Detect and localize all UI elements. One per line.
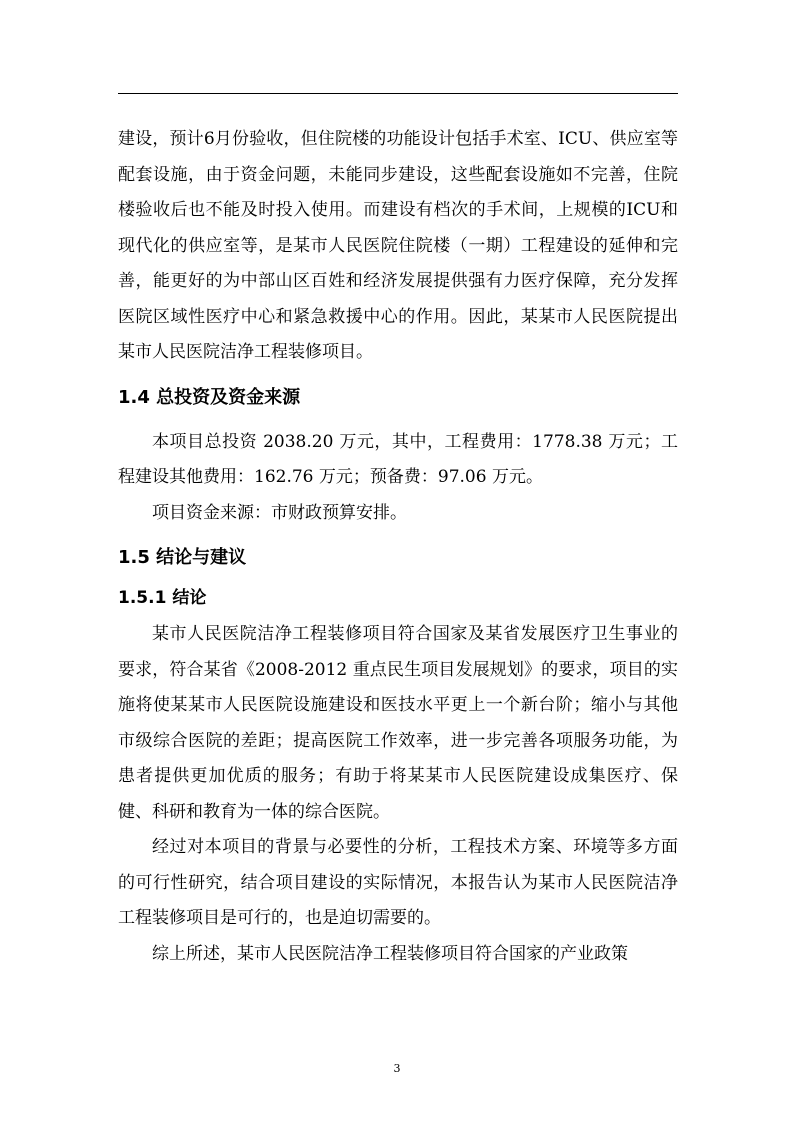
paragraph-conclusion-1: 某市人民医院洁净工程装修项目符合国家及某省发展医疗卫生事业的要求，符合某省《2008-2012 重点民生项目发展规划》的要求，项目的实施将使某某市人民医院设施建设和医技水平更上一个新台阶；缩小与其他市级综合医院的差距；提高医院工作效率，进一步完善各项服务功能，为患者提供更加优质的服务；有助于将某某市人民医院建设成集医疗、保健、科研和教育为一体的综合医院。 [118, 624, 678, 822]
paragraph-continuation: 建设，预计6月份验收，但住院楼的功能设计包括手术室、ICU、供应室等配套设施，由于资金问题，未能同步建设，这些配套设施如不完善，住院楼验收后也不能及时投入使用。而建设有档次的手术间，上规模的ICU和现代化的供应室等，是某市人民医院住院楼（一期）工程建设的延伸和完善，能更好的为中部山区百姓和经济发展提供强有力医疗保障，充分发挥医院区域性医疗中心和紧急救援中心的作用。因此，某某市人民医院提出某市人民医院洁净工程装修项目。 [118, 129, 678, 362]
section-heading-1-4: 1.4 总投资及资金来源 [118, 386, 301, 408]
paragraph-conclusion-3: 综上所述，某市人民医院洁净工程装修项目符合国家的产业政策 [152, 943, 628, 964]
section-heading-1-5: 1.5 结论与建议 [118, 547, 247, 568]
page-number: 3 [393, 1062, 401, 1075]
paragraph-investment: 本项目总投资 2038.20 万元，其中，工程费用：1778.38 万元；工程建设其他费用：162.76 万元；预备费：97.06 万元。 [118, 431, 678, 487]
paragraph-funding-source: 项目资金来源：市财政预算安排。 [152, 502, 407, 523]
page-content [118, 122, 678, 972]
subsection-heading-1-5-1: 1.5.1 结论 [118, 588, 207, 608]
paragraph-conclusion-2: 经过对本项目的背景与必要性的分析，工程技术方案、环境等多方面的可行性研究，结合项目建设的实际情况，本报告认为某市人民医院洁净工程装修项目是可行的，也是迫切需要的。 [118, 837, 678, 928]
header-rule [118, 93, 678, 94]
